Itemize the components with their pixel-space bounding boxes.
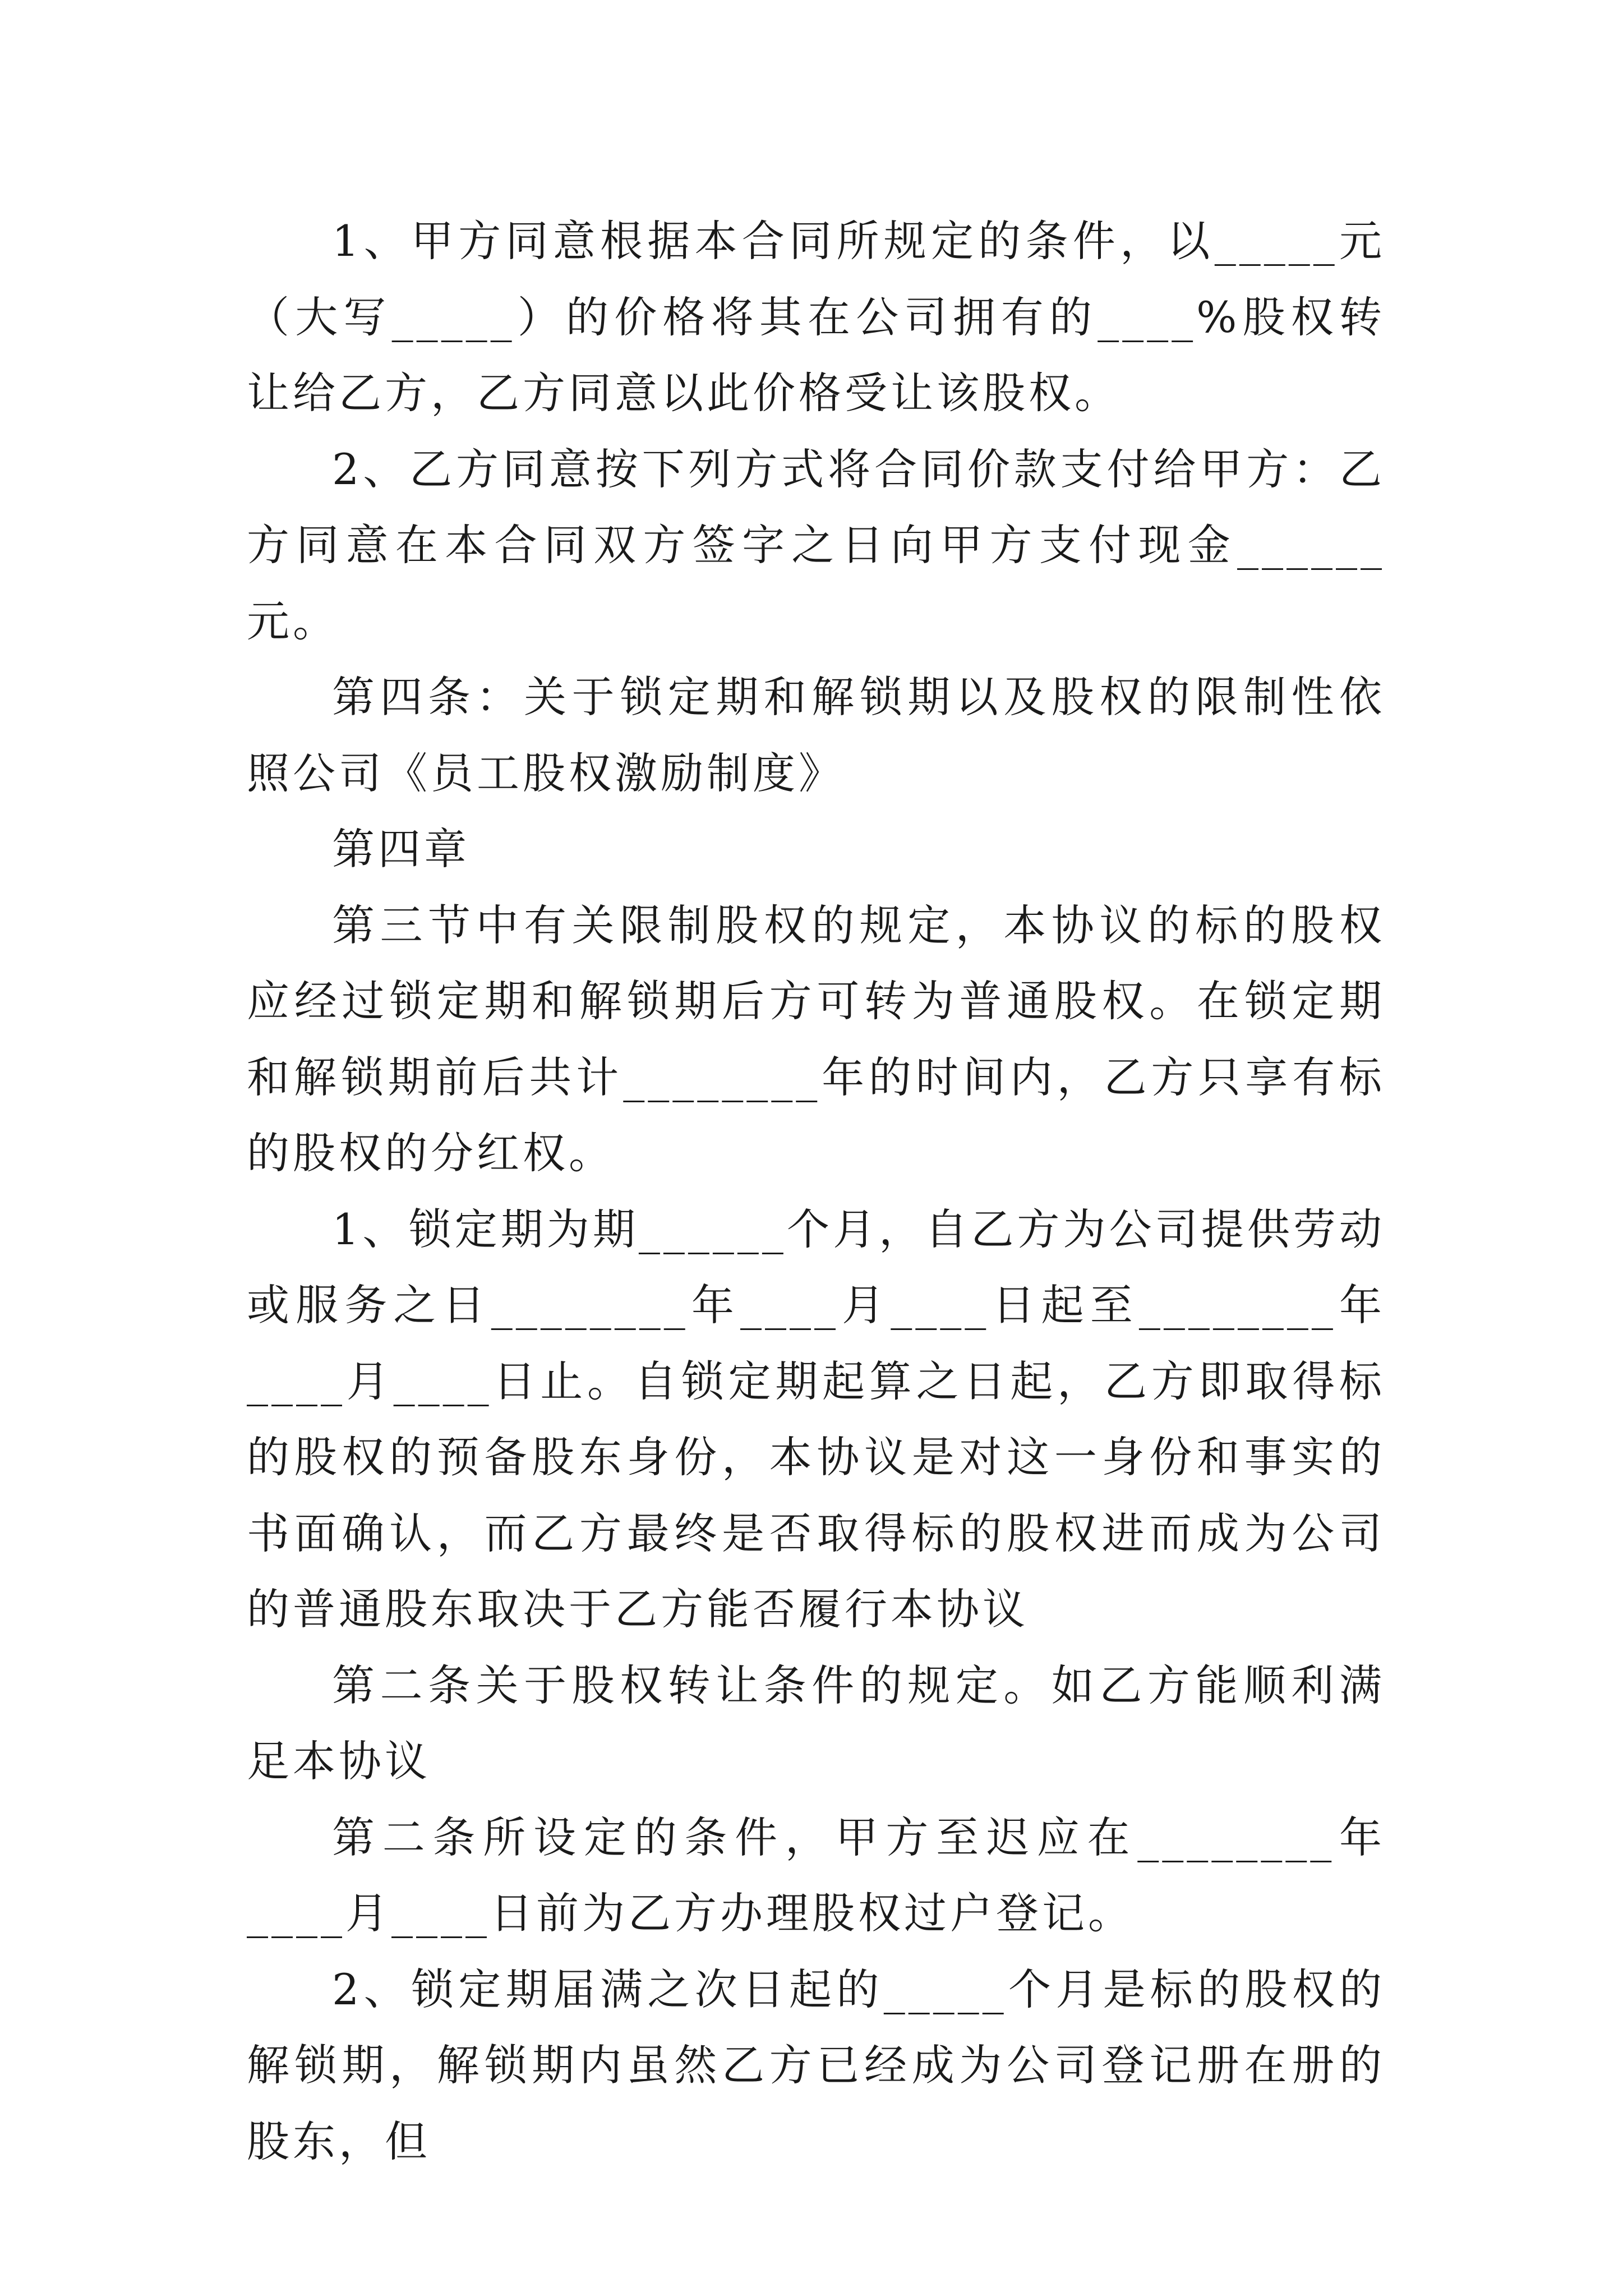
paragraph-article-four: 第四条：关于锁定期和解锁期以及股权的限制性依照公司《员工股权激励制度》	[247, 672, 1385, 798]
document-body	[247, 203, 1385, 2179]
paragraph-payment: 2、乙方同意按下列方式将合同价款支付给甲方：乙方同意在本合同双方签字之日向甲方支付现金______元。	[247, 444, 1385, 646]
paragraph-price-transfer: 1、甲方同意根据本合同所规定的条件，以_____元（大写_____）的价格将其在公司拥有的____%股权转让给乙方，乙方同意以此价格受让该股权。	[247, 216, 1385, 418]
paragraph-article-two: 第二条关于股权转让条件的规定。如乙方能顺利满足本协议	[247, 1660, 1385, 1786]
paragraph-lock-period: 1、锁定期为期______个月，自乙方为公司提供劳动或服务之日________年____月____日起至________年____月____日止。自锁定期起算之日起，乙方即取得标的股权的预备股东身份，本协议是对这一身份和事实的书面确认，而乙方最终是否取得标的股权进而成为公司的普通股东取决于乙方能否履行本协议	[247, 1204, 1385, 1634]
paragraph-registration: 第二条所设定的条件，甲方至迟应在________年____月____日前为乙方办理股权过户登记。	[247, 1812, 1385, 1938]
paragraph-unlock-period: 2、锁定期届满之次日起的_____个月是标的股权的解锁期，解锁期内虽然乙方已经成为公司登记册在册的股东，但	[247, 1964, 1385, 2166]
paragraph-chapter-four: 第四章	[332, 824, 470, 874]
paragraph-section-three: 第三节中有关限制股权的规定，本协议的标的股权应经过锁定期和解锁期后方可转为普通股权。在锁定期和解锁期前后共计________年的时间内，乙方只享有标的股权的分红权。	[247, 900, 1385, 1178]
